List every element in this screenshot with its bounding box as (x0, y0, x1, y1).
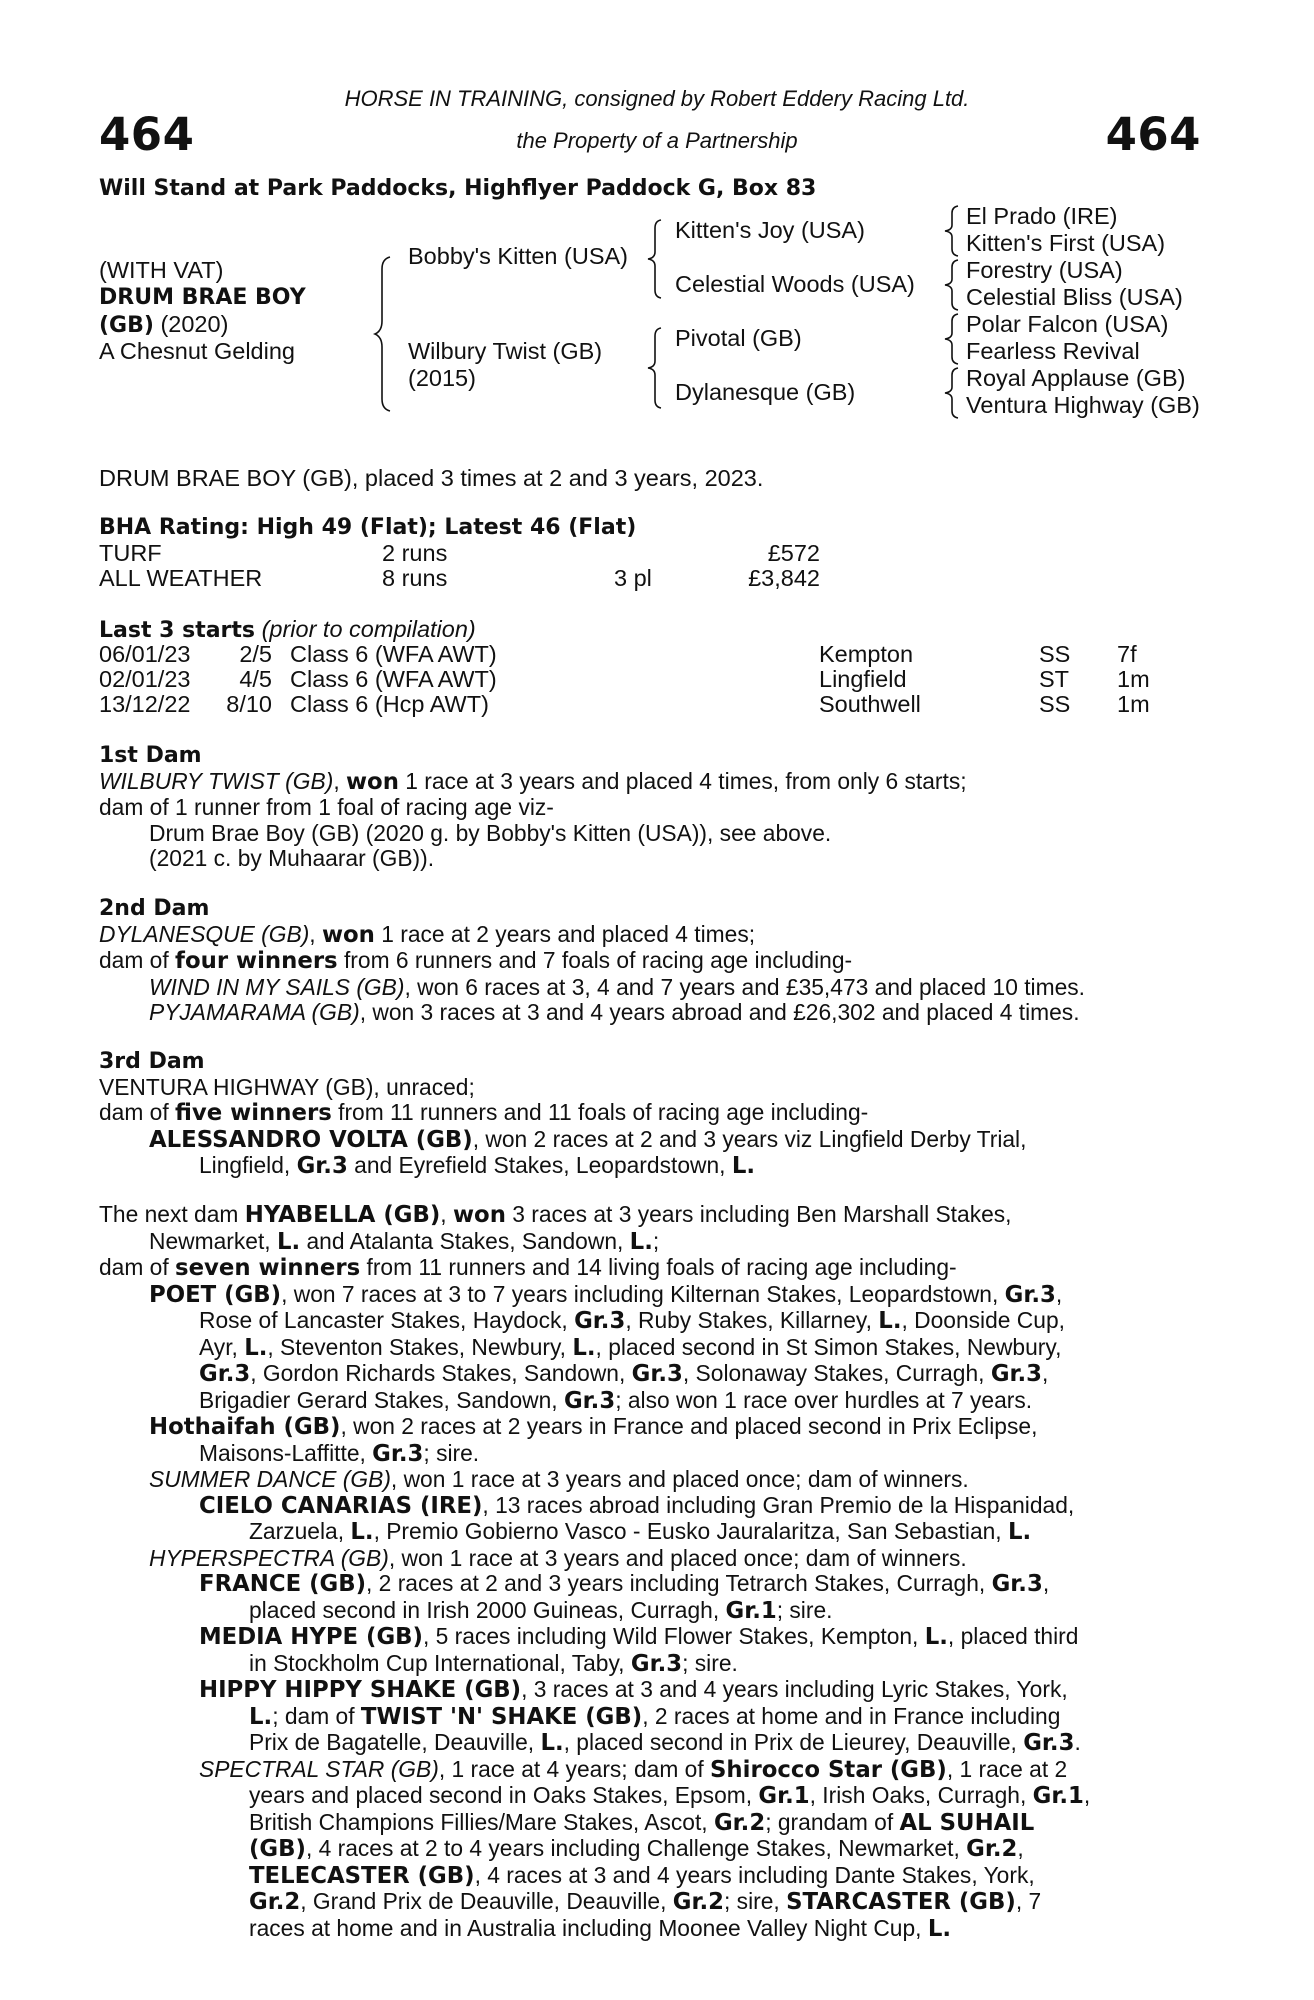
pedigree-brace-main (372, 255, 394, 413)
start-distance: 1m (1117, 666, 1150, 692)
produce-hippy-hippy-shake: Prix de Bagatelle, Deauville, L., placed second in Prix de Lieurey, Deauville, Gr.3. (249, 1729, 1081, 1756)
sire-sire: Kitten's Joy (USA) (675, 217, 865, 243)
produce-poet: Rose of Lancaster Stakes, Haydock, Gr.3, Ruby Stakes, Killarney, L., Doonside Cup, (199, 1307, 1065, 1334)
produce-media-hype: MEDIA HYPE (GB), 5 races including Wild Flower Stakes, Kempton, L., placed third (199, 1623, 1079, 1650)
rating-runs: 2 runs (382, 540, 448, 566)
grandparent-4: Celestial Bliss (USA) (966, 284, 1183, 310)
horse-description: A Chesnut Gelding (99, 338, 295, 364)
pedigree-brace-g3 (942, 312, 962, 366)
next-dam-line: dam of seven winners from 11 runners and 14 living foals of racing age including- (99, 1254, 957, 1281)
first-dam-line: dam of 1 runner from 1 foal of racing age viz- (99, 794, 554, 820)
rating-placed: 3 pl (614, 565, 652, 591)
start-position: 4/5 (239, 666, 272, 692)
sire-name: Bobby's Kitten (USA) (408, 243, 628, 269)
grandparent-8: Ventura Highway (GB) (966, 392, 1200, 418)
produce-poet: Ayr, L., Steventon Stakes, Newbury, L., placed second in St Simon Stakes, Newbury, (199, 1333, 1062, 1361)
produce-spectral-star: British Champions Fillies/Mare Stakes, Ascot, Gr.2; grandam of AL SUHAIL (249, 1808, 1035, 1836)
first-dam-produce: (2021 c. by Muhaarar (GB)). (149, 845, 435, 871)
first-dam-heading: 1st Dam (99, 743, 202, 768)
last-starts-title: Last 3 starts (prior to compilation) (99, 616, 476, 643)
vat-note: (WITH VAT) (99, 257, 224, 283)
third-dam-section (99, 1049, 1201, 1180)
sire-dam: Celestial Woods (USA) (675, 271, 915, 297)
start-date: 13/12/22 (99, 691, 191, 717)
start-course: Southwell (819, 691, 921, 717)
next-dam-section (99, 1202, 1201, 1942)
start-date: 06/01/23 (99, 641, 191, 667)
start-course: Kempton (819, 641, 914, 667)
pedigree-brace-g2 (942, 258, 962, 312)
bha-rating-title: BHA Rating: High 49 (Flat); Latest 46 (Flat) (99, 515, 637, 540)
first-dam-produce: Drum Brae Boy (GB) (2020 g. by Bobby's Kitten (USA)), see above. (149, 819, 832, 846)
grandparent-1: El Prado (IRE) (966, 203, 1118, 229)
third-dam-produce: ALESSANDRO VOLTA (GB), won 2 races at 2 and 3 years viz Lingfield Derby Trial, (149, 1125, 1027, 1153)
start-going: SS (1039, 691, 1071, 717)
grandparent-2: Kitten's First (USA) (966, 230, 1166, 256)
grandparent-6: Fearless Revival (966, 338, 1140, 364)
first-dam-section (99, 743, 1201, 872)
third-dam-heading: 3rd Dam (99, 1049, 205, 1074)
first-dam-line: WILBURY TWIST (GB), won 1 race at 3 years and placed 4 times, from only 6 starts; (99, 767, 967, 795)
grandparent-7: Royal Applause (GB) (966, 365, 1186, 391)
lot-number-right: 464 (1105, 108, 1201, 161)
horse-name: DRUM BRAE BOY (99, 285, 306, 310)
horse-origin-year: (GB) (2020) (99, 311, 229, 338)
second-dam-line: DYLANESQUE (GB), won 1 race at 2 years and placed 4 times; (99, 920, 756, 948)
produce-hothaifah: Maisons-Laffitte, Gr.3; sire. (199, 1439, 480, 1467)
stall-location: Will Stand at Park Paddocks, Highflyer Paddock G, Box 83 (99, 176, 817, 201)
lot-number-left: 464 (99, 108, 195, 161)
start-distance: 7f (1117, 641, 1137, 667)
second-dam-section (99, 896, 1201, 1026)
produce-poet: Gr.3, Gordon Richards Stakes, Sandown, Gr.3, Solonaway Stakes, Curragh, Gr.3, (199, 1360, 1049, 1387)
pedigree-brace-g4 (942, 366, 962, 420)
race-summary: DRUM BRAE BOY (GB), placed 3 times at 2 and 3 years, 2023. (99, 465, 764, 491)
produce-france: FRANCE (GB), 2 races at 2 and 3 years including Tetrarch Stakes, Curragh, Gr.3, (199, 1570, 1050, 1597)
produce-poet: Brigadier Gerard Stakes, Sandown, Gr.3; also won 1 race over hurdles at 7 years. (199, 1386, 1033, 1414)
second-dam-produce: WIND IN MY SAILS (GB), won 6 races at 3, 4 and 7 years and £35,473 and placed 10 times. (149, 973, 1086, 1000)
start-race: Class 6 (WFA AWT) (290, 641, 497, 667)
dam-sire: Pivotal (GB) (675, 325, 802, 351)
rating-runs: 8 runs (382, 565, 448, 591)
third-dam-produce: Lingfield, Gr.3 and Eyrefield Stakes, Leopardstown, L. (199, 1152, 755, 1179)
produce-hippy-hippy-shake: HIPPY HIPPY SHAKE (GB), 3 races at 3 and 4 years including Lyric Stakes, York, (199, 1676, 1068, 1703)
next-dam-line: Newmarket, L. and Atalanta Stakes, Sandown, L.; (149, 1227, 660, 1255)
rating-earnings: £572 (767, 540, 820, 566)
pedigree-brace-sire (645, 218, 665, 300)
start-distance: 1m (1117, 691, 1150, 717)
pedigree-brace-g1 (942, 204, 962, 258)
produce-spectral-star: (GB), 4 races at 2 to 4 years including Challenge Stakes, Newmarket, Gr.2, (249, 1835, 1024, 1862)
start-position: 2/5 (239, 641, 272, 667)
third-dam-line: dam of five winners from 11 runners and 11 foals of racing age including- (99, 1099, 869, 1126)
pedigree-brace-dam (645, 326, 665, 410)
produce-hippy-hippy-shake: L.; dam of TWIST 'N' SHAKE (GB), 2 races at home and in France including (249, 1702, 1061, 1730)
second-dam-line: dam of four winners from 6 runners and 7 foals of racing age including- (99, 947, 853, 974)
start-going: SS (1039, 641, 1071, 667)
produce-spectral-star: TELECASTER (GB), 4 races at 3 and 4 years including Dante Stakes, York, (249, 1861, 1035, 1889)
produce-spectral-star: SPECTRAL STAR (GB), 1 race at 4 years; dam of Shirocco Star (GB), 1 race at 2 (199, 1755, 1068, 1783)
produce-media-hype: in Stockholm Cup International, Taby, Gr.3; sire. (249, 1649, 738, 1677)
start-race: Class 6 (Hcp AWT) (290, 691, 489, 717)
grandparent-3: Forestry (USA) (966, 257, 1123, 283)
start-race: Class 6 (WFA AWT) (290, 666, 497, 692)
produce-cielo-canarias: Zarzuela, L., Premio Gobierno Vasco - Eusko Jauralaritza, San Sebastian, L. (249, 1518, 1032, 1545)
second-dam-produce: PYJAMARAMA (GB), won 3 races at 3 and 4 years abroad and £26,302 and placed 4 times. (149, 999, 1080, 1025)
produce-cielo-canarias: CIELO CANARIAS (IRE), 13 races abroad including Gran Premio de la Hispanidad, (199, 1491, 1075, 1519)
rating-earnings: £3,842 (748, 565, 820, 591)
second-dam-heading: 2nd Dam (99, 896, 210, 921)
produce-spectral-star: Gr.2, Grand Prix de Deauville, Deauville, Gr.2; sire, STARCASTER (GB), 7 (249, 1888, 1042, 1915)
rating-surface: TURF (99, 540, 162, 566)
third-dam-line: VENTURA HIGHWAY (GB), unraced; (99, 1073, 475, 1100)
produce-summer-dance: SUMMER DANCE (GB), won 1 race at 3 years and placed once; dam of winners. (149, 1466, 969, 1492)
rating-surface: ALL WEATHER (99, 565, 263, 591)
dam-dam: Dylanesque (GB) (675, 379, 856, 405)
consignment-line: HORSE IN TRAINING, consigned by Robert Eddery Racing Ltd. (344, 86, 970, 111)
next-dam-line: The next dam HYABELLA (GB), won 3 races at 3 years including Ben Marshall Stakes, (99, 1201, 1012, 1228)
produce-spectral-star: years and placed second in Oaks Stakes, Epsom, Gr.1, Irish Oaks, Curragh, Gr.1, (249, 1782, 1091, 1809)
property-line: the Property of a Partnership (516, 128, 798, 153)
dam-year: (2015) (408, 365, 476, 391)
start-going: ST (1039, 666, 1070, 692)
start-position: 8/10 (226, 691, 272, 717)
produce-hothaifah: Hothaifah (GB), won 2 races at 2 years in France and placed second in Prix Eclipse, (149, 1413, 1038, 1440)
produce-france: placed second in Irish 2000 Guineas, Curragh, Gr.1; sire. (249, 1596, 833, 1624)
dam-name: Wilbury Twist (GB) (408, 338, 603, 364)
start-date: 02/01/23 (99, 666, 191, 692)
produce-poet: POET (GB), won 7 races at 3 to 7 years including Kilternan Stakes, Leopardstown, Gr.3, (149, 1280, 1063, 1308)
produce-hyperspectra: HYPERSPECTRA (GB), won 1 race at 3 years and placed once; dam of winners. (149, 1544, 967, 1571)
produce-spectral-star: races at home and in Australia including Moonee Valley Night Cup, L. (249, 1914, 951, 1942)
grandparent-5: Polar Falcon (USA) (966, 311, 1169, 337)
start-course: Lingfield (819, 666, 907, 692)
